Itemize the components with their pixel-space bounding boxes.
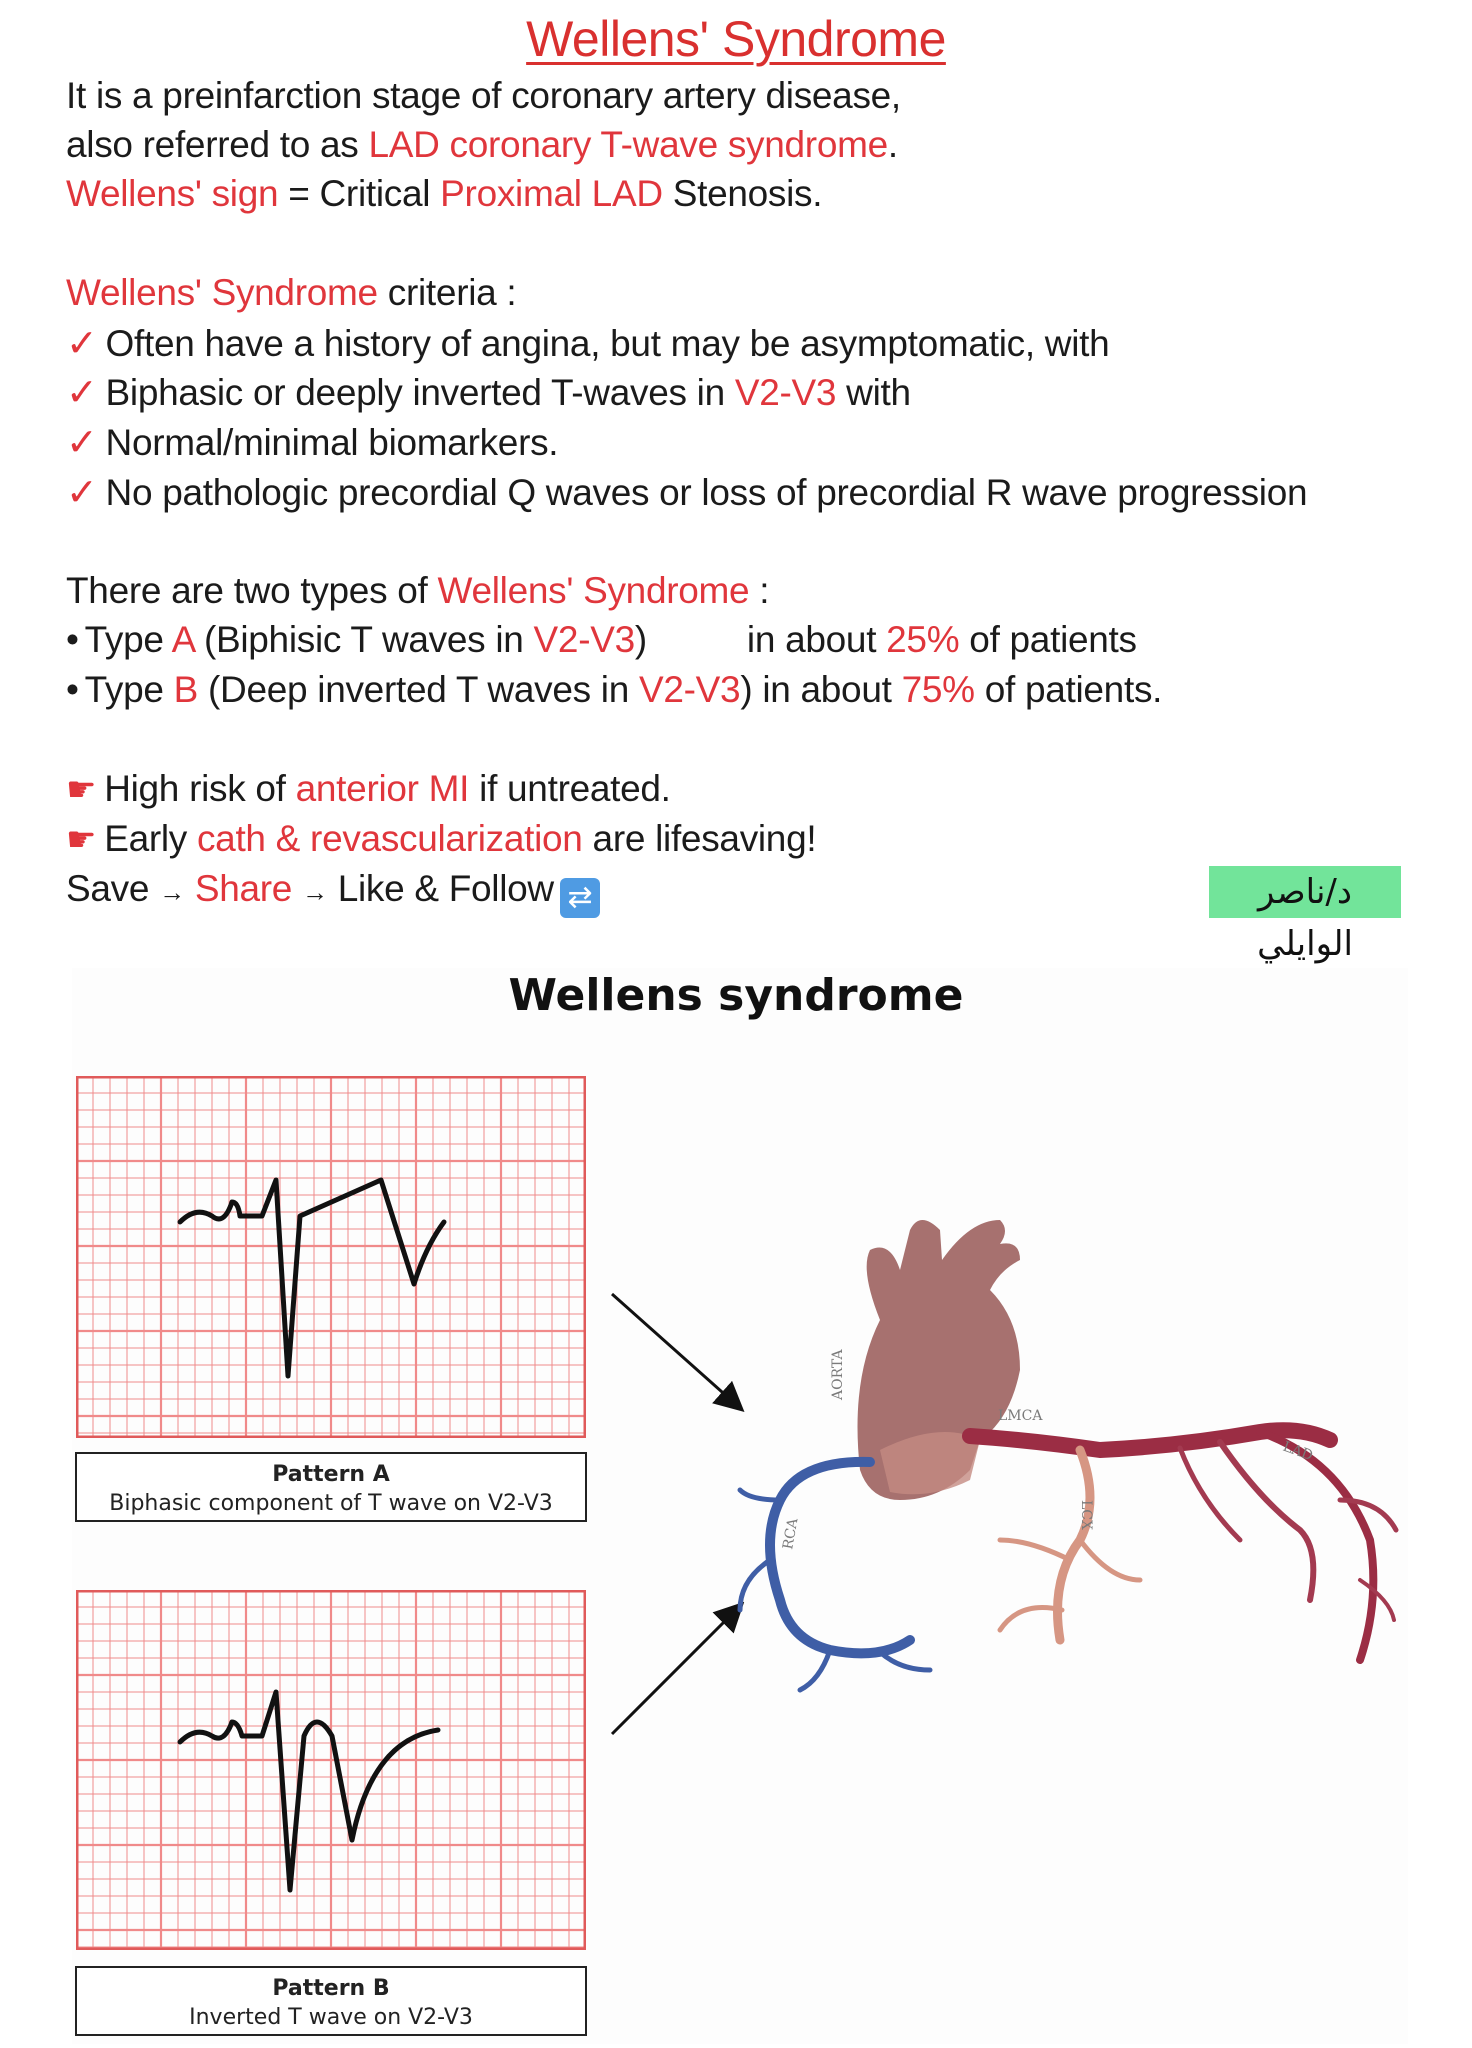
lad-distal [1260,1432,1373,1660]
rca-label: RCA [780,1517,802,1551]
coronary-heart-illustration [580,1200,1420,1720]
pattern-a-text: Biphasic component of T wave on V2-V3 [109,1491,553,1516]
criteria-item-3: ✓ Normal/minimal biomarkers. [66,422,559,464]
lmca-label: LMCA [998,1408,1043,1424]
pointing-hand-icon: ☛ [66,771,97,809]
intro-line-3: Wellens' sign = Critical Proximal LAD Stenosis. [66,173,823,214]
pattern-b-title: Pattern B [272,1976,390,2001]
lcx-branch-3 [1000,1608,1062,1631]
share-link[interactable]: Share [194,868,293,909]
type-b-item: • Type B (Deep inverted T waves in V2-V3) in about 75% of patients. [66,669,1163,710]
note-1: ☛ High risk of anterior MI if untreated. [66,768,671,809]
save-share-line: Save → Share → Like & Follow ⇄ [66,868,600,918]
rca-branch-3 [800,1650,830,1690]
ecg-grid-a [76,1076,586,1438]
bullet-icon: • [66,619,79,660]
aorta-label: AORTA [830,1349,846,1400]
check-icon: ✓ [66,323,98,365]
intro-line-1: It is a preinfarction stage of coronary artery disease, [66,75,901,116]
check-icon: ✓ [66,472,98,514]
check-icon: ✓ [66,422,98,464]
intro-line-2: also referred to as LAD coronary T-wave syndrome. [66,124,898,165]
ecg-trace-a [180,1180,444,1376]
ecg-pattern-a [76,1076,586,1438]
pattern-b-caption [75,1966,587,2036]
figure-title: Wellens syndrome [508,970,964,1021]
check-icon: ✓ [66,372,98,414]
criteria-item-1: ✓ Often have a history of angina, but may be asymptomatic, with [66,323,1110,365]
lad-diagonal-1 [1220,1442,1313,1600]
ecg-pattern-b [76,1590,586,1950]
criteria-item-2: ✓ Biphasic or deeply inverted T-waves in V2-V3 with [66,372,911,414]
criteria-heading: Wellens' Syndrome criteria : [66,272,517,313]
rca-branch-1 [740,1490,780,1500]
types-heading: There are two types of Wellens' Syndrome : [66,570,770,611]
lad-label: LAD [1280,1438,1315,1465]
lcx-label: LCX [1078,1500,1094,1530]
type-a-item: • Type A (Biphisic T waves in V2-V3) in about 25% of patients [66,619,1137,660]
pattern-a-title: Pattern A [272,1462,390,1487]
repeat-icon: ⇄ [560,878,600,918]
note-2: ☛ Early cath & revascularization are lifesaving! [66,818,817,859]
lcx-branch-1 [1080,1540,1140,1580]
pattern-a-caption [75,1452,587,1522]
rca-branch-2 [740,1560,770,1610]
pointing-hand-icon: ☛ [66,821,97,859]
bullet-icon: • [66,669,79,710]
ecg-grid-b [76,1590,586,1950]
criteria-item-4: ✓ No pathologic precordial Q waves or loss of precordial R wave progression [66,472,1308,514]
page-title: Wellens' Syndrome [526,11,946,67]
author-badge: د/ناصر الوايلي [1209,866,1401,918]
lcx-branch-2 [1000,1540,1070,1560]
pattern-b-text: Inverted T wave on V2-V3 [189,2005,473,2030]
